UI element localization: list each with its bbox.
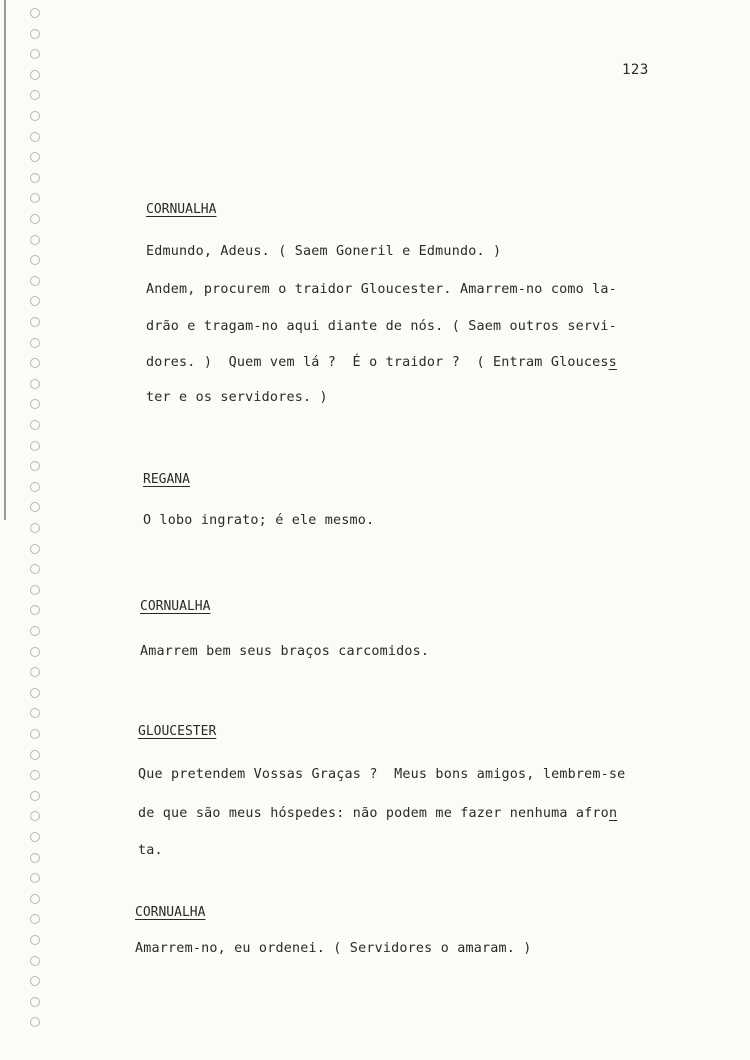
speaker-name: CORNUALHA (140, 599, 211, 614)
binding-hole (30, 461, 40, 471)
binding-hole (30, 564, 40, 574)
binding-hole (30, 70, 40, 80)
speaker-name: CORNUALHA (146, 202, 217, 217)
binding-hole (30, 441, 40, 451)
binding-hole (30, 605, 40, 615)
speaker-name: GLOUCESTER (138, 724, 217, 739)
binding-hole (30, 420, 40, 430)
binding-hole (30, 276, 40, 286)
binding-hole (30, 8, 40, 18)
page-number: 123 (622, 62, 649, 78)
binding-hole (30, 49, 40, 59)
binding-hole (30, 750, 40, 760)
binding-hole (30, 317, 40, 327)
binding-hole (30, 894, 40, 904)
dialogue-line: Amarrem bem seus braços carcomidos. (140, 644, 430, 659)
binding-hole (30, 173, 40, 183)
dialogue-line (146, 355, 617, 370)
binding-hole (30, 708, 40, 718)
binding-hole (30, 544, 40, 554)
binding-hole (30, 873, 40, 883)
binding-hole (30, 338, 40, 348)
speaker-name: REGANA (143, 472, 190, 487)
dialogue-line: ta. (138, 843, 163, 858)
dialogue-line: O lobo ingrato; é ele mesmo. (143, 513, 375, 528)
dialogue-line: ter e os servidores. ) (146, 390, 328, 405)
binding-hole (30, 358, 40, 368)
binding-hole (30, 111, 40, 121)
binding-hole (30, 914, 40, 924)
binding-hole (30, 976, 40, 986)
binding-hole (30, 296, 40, 306)
binding-hole (30, 811, 40, 821)
binding-hole (30, 90, 40, 100)
binding-hole (30, 935, 40, 945)
dialogue-text: de que são meus hóspedes: não podem me fazer nenhuma afro (138, 806, 609, 821)
dialogue-line (138, 806, 617, 821)
dialogue-line: drão e tragam-no aqui diante de nós. ( Saem outros servi- (146, 319, 617, 334)
binding-hole (30, 832, 40, 842)
punched-holes (22, 8, 52, 1048)
binding-hole (30, 997, 40, 1007)
binding-hole (30, 29, 40, 39)
underlined-fragment: n (608, 806, 618, 821)
binding-hole (30, 399, 40, 409)
binding-hole (30, 214, 40, 224)
underlined-fragment: s (608, 355, 617, 370)
binding-hole (30, 482, 40, 492)
binding-hole (30, 523, 40, 533)
binding-hole (30, 235, 40, 245)
dialogue-line: Andem, procurem o traidor Gloucester. Amarrem-no como la- (146, 282, 617, 297)
binding-hole (30, 152, 40, 162)
binding-hole (30, 956, 40, 966)
binding-hole (30, 688, 40, 698)
binding-hole (30, 667, 40, 677)
binding-hole (30, 647, 40, 657)
binding-hole (30, 255, 40, 265)
binding-hole (30, 729, 40, 739)
binding-edge (4, 0, 6, 520)
dialogue-line: Que pretendem Vossas Graças ? Meus bons amigos, lembrem-se (138, 767, 626, 782)
dialogue-line: Amarrem-no, eu ordenei. ( Servidores o amaram. ) (135, 941, 532, 956)
dialogue-line: Edmundo, Adeus. ( Saem Goneril e Edmundo. ) (146, 244, 502, 259)
binding-hole (30, 379, 40, 389)
binding-hole (30, 502, 40, 512)
binding-hole (30, 585, 40, 595)
binding-hole (30, 193, 40, 203)
binding-hole (30, 791, 40, 801)
speaker-name: CORNUALHA (135, 905, 206, 920)
binding-hole (30, 132, 40, 142)
binding-hole (30, 626, 40, 636)
dialogue-text: dores. ) Quem vem lá ? É o traidor ? ( Entram Glouces (146, 355, 609, 370)
binding-hole (30, 770, 40, 780)
binding-hole (30, 1017, 40, 1027)
binding-hole (30, 853, 40, 863)
